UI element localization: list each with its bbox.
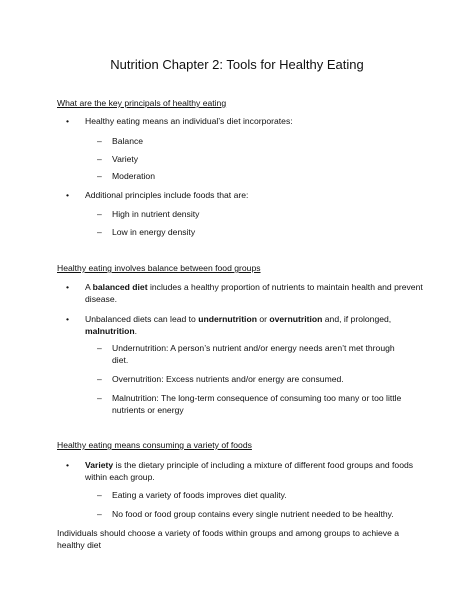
bullet-healthy-eating-definition [66, 116, 425, 128]
sub-bullet-text: Variety [112, 154, 139, 164]
section-heading-variety: Healthy eating means consuming a variety of foods [57, 440, 252, 450]
closing-paragraph: Individuals should choose a variety of foods within groups and among groups to achieve a healthy diet [57, 528, 400, 550]
dash-marker: – [97, 136, 102, 146]
dash-marker: – [97, 171, 102, 181]
bullet-text: Healthy eating means an individual’s diet incorporates: [85, 116, 293, 126]
dash-marker: – [97, 509, 102, 519]
bullet-balanced-diet [66, 282, 425, 305]
sub-bullet-nutrient-density [97, 209, 412, 221]
dash-marker: – [97, 490, 102, 500]
bullet-marker: • [66, 314, 70, 324]
bullet-marker: • [66, 460, 70, 470]
dash-marker: – [97, 374, 102, 384]
term-undernutrition: undernutrition [198, 314, 257, 324]
sub-bullet-text: Moderation [112, 171, 155, 181]
term-balanced-diet: balanced diet [92, 282, 148, 292]
term-variety: Variety [85, 460, 114, 470]
dash-marker: – [97, 343, 102, 353]
sub-bullet-overnutrition [97, 374, 412, 386]
sub-bullet-malnutrition [97, 393, 412, 416]
bullet-unbalanced-diets [66, 314, 425, 337]
section-heading-balance: Healthy eating involves balance between food groups [57, 263, 261, 273]
term-overnutrition: overnutrition [269, 314, 323, 324]
section-heading-key-principals: What are the key principals of healthy eating [57, 98, 227, 108]
bullet-marker: • [66, 116, 70, 126]
sub-bullet-no-single-food [97, 509, 412, 521]
sub-bullet-text: Malnutrition: The long-term consequence of consuming too many or too little nutrients or energy [112, 393, 402, 415]
sub-bullet-text: Balance [112, 136, 144, 146]
sub-bullet-text: High in nutrient density [112, 209, 200, 219]
dash-marker: – [97, 154, 102, 164]
sub-bullet-undernutrition [97, 343, 412, 366]
sub-bullet-diet-quality [97, 490, 412, 502]
page-title: Nutrition Chapter 2: Tools for Healthy Eating [110, 57, 364, 72]
bullet-text: Variety is the dietary principle of including a mixture of different food groups and foods within each group. [85, 460, 414, 482]
bullet-marker: • [66, 282, 70, 292]
sub-bullet-text: Eating a variety of foods improves diet quality. [112, 490, 287, 500]
sub-bullet-moderation [97, 171, 412, 183]
term-malnutrition: malnutrition [85, 325, 135, 336]
sub-bullet-balance [97, 136, 412, 148]
bullet-text: A balanced diet includes a healthy proportion of nutrients to maintain health and prevent disease. [85, 282, 423, 304]
sub-bullet-variety [97, 154, 412, 166]
sub-bullet-text: No food or food group contains every single nutrient needed to be healthy. [112, 509, 394, 519]
bullet-variety-principle [66, 460, 425, 483]
bullet-marker: • [66, 190, 70, 200]
sub-bullet-energy-density [97, 227, 412, 239]
bullet-additional-principles [66, 190, 425, 202]
bullet-text: Unbalanced diets can lead to undernutrition or overnutrition and, if prolonged, malnutrition. [85, 314, 392, 336]
dash-marker: – [97, 227, 102, 237]
sub-bullet-text: Undernutrition: A person’s nutrient and/or energy needs aren’t met through diet. [112, 343, 395, 365]
dash-marker: – [97, 393, 102, 403]
dash-marker: – [97, 209, 102, 219]
bullet-text: Additional principles include foods that are: [85, 190, 249, 200]
sub-bullet-text: Low in energy density [112, 227, 196, 237]
sub-bullet-text: Overnutrition: Excess nutrients and/or energy are consumed. [112, 374, 344, 384]
